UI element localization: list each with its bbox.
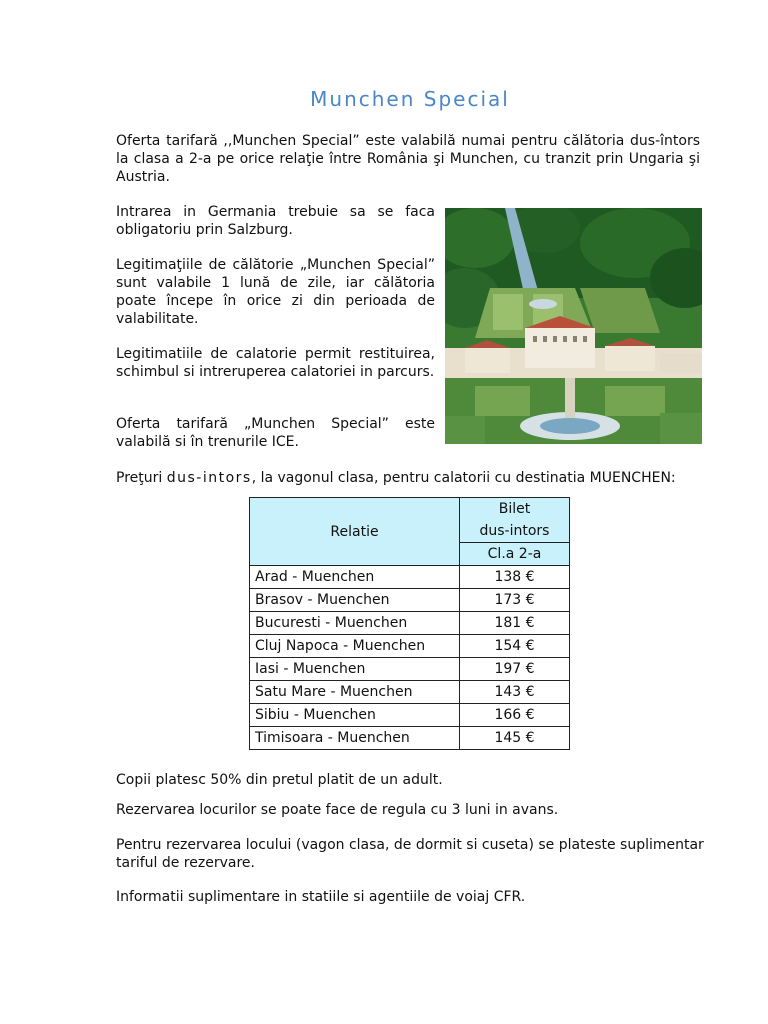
table-row <box>250 589 570 612</box>
table-row <box>250 704 570 727</box>
route-cell: Bucuresti - Muenchen <box>250 612 460 635</box>
price-cell: 173 € <box>460 589 570 612</box>
children-paragraph: Copii platesc 50% din pretul platit de un adult. <box>116 772 443 788</box>
page-title: Munchen Special <box>310 87 510 111</box>
table-row <box>250 658 570 681</box>
entry-paragraph: Intrarea in Germania trebuie sa se faca obligatoriu prin Salzburg. <box>116 204 435 238</box>
table-row <box>250 566 570 589</box>
table-row <box>250 727 570 750</box>
prices-table <box>249 497 570 750</box>
header-relatie: Relatie <box>250 498 460 566</box>
validity-paragraph: Legitimaţiile de călătorie „Munchen Special” sunt valabile 1 lună de zile, iar călătoria poate începe în orice zi din perioada de valabilitate. <box>116 257 435 327</box>
reservation-fee-paragraph: Pentru rezervarea locului (vagon clasa, de dormit si cuseta) se plateste suplimentar tariful de rezervare. <box>116 837 704 871</box>
intro-paragraph: Oferta tarifară ,,Munchen Special” este valabilă numai pentru călătoria dus-întors la clasa a 2-a pe orice relaţie între România şi Munchen, cu tranzit prin Ungaria şi Austria. <box>116 133 700 185</box>
price-cell: 166 € <box>460 704 570 727</box>
prices-intro-paragraph <box>116 469 716 487</box>
price-cell: 138 € <box>460 566 570 589</box>
header-bilet <box>460 498 570 543</box>
table-row <box>250 635 570 658</box>
palace-aerial-photo <box>445 208 702 444</box>
route-cell: Sibiu - Muenchen <box>250 704 460 727</box>
prices-intro-c: , la vagonul clasa, pentru calatorii cu destinatia MUENCHEN: <box>251 470 676 486</box>
price-cell: 145 € <box>460 727 570 750</box>
prices-intro-b: dus-intors <box>166 470 252 486</box>
price-cell: 154 € <box>460 635 570 658</box>
route-cell: Timisoara - Muenchen <box>250 727 460 750</box>
route-cell: Cluj Napoca - Muenchen <box>250 635 460 658</box>
route-cell: Brasov - Muenchen <box>250 589 460 612</box>
route-cell: Iasi - Muenchen <box>250 658 460 681</box>
table-row <box>250 681 570 704</box>
reservation-paragraph: Rezervarea locurilor se poate face de regula cu 3 luni in avans. <box>116 802 559 818</box>
route-cell: Satu Mare - Muenchen <box>250 681 460 704</box>
header-bilet-2: dus-intors <box>479 523 550 539</box>
price-cell: 143 € <box>460 681 570 704</box>
route-cell: Arad - Muenchen <box>250 566 460 589</box>
refund-paragraph: Legitimatiile de calatorie permit restituirea, schimbul si intreruperea calatoriei in parcurs. <box>116 346 435 380</box>
header-bilet-1: Bilet <box>498 501 531 517</box>
prices-intro-a: Preţuri <box>116 470 167 486</box>
price-cell: 197 € <box>460 658 570 681</box>
header-class: Cl.a 2-a <box>460 543 570 566</box>
info-paragraph: Informatii suplimentare in statiile si agentiile de voiaj CFR. <box>116 889 526 905</box>
price-cell: 181 € <box>460 612 570 635</box>
ice-paragraph: Oferta tarifară „Munchen Special” este valabilă si în trenurile ICE. <box>116 416 435 450</box>
table-row <box>250 612 570 635</box>
